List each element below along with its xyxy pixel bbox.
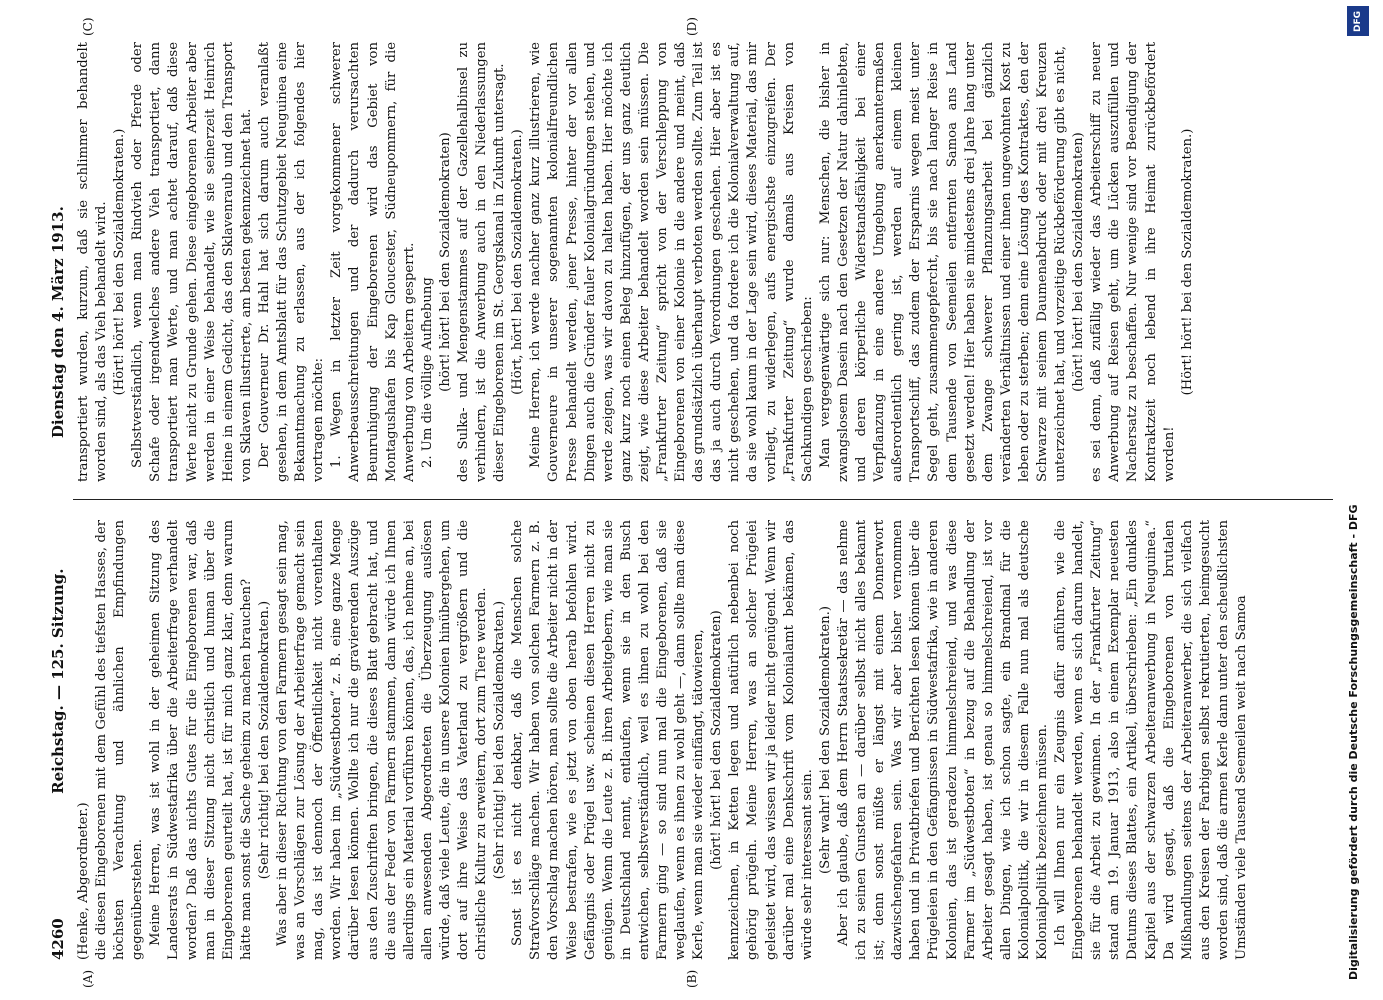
quoted-paragraph: 1. Wegen in letzter Zeit vorgekommener schwerer Anwerbeausschreitungen und der dadurch verursachten Beunruhigung der Eingeborenen wird das Gebiet von Montagushafen bis Kap Gloucester, Südneupommern, für die Anwerbung von Arbeitern gesperrt. — [329, 42, 417, 482]
left-column — [75, 520, 1325, 960]
paragraph: Sonst ist es nicht denkbar, daß die Menschen solche Strafvorschläge machen. Wir haben von solchen Farmern z. B. den Vorschlag machen hören, man sollte die Arbeiter nicht in der Weise bestrafen, wie es jetzt von oben herab befohlen wird. Gefängnis oder Prügel usw. scheinen diesen Herren nicht zu genügen. Wenn die Leute z. B. ihren Arbeitgebern, wie man sie in Deutschland nennt, entlaufen, wenn sie in den Busch entwichen, selbstverständlich, weil es ihnen zu wohl bei den Farmern ging — so sind nun mal die Eingeborenen, daß sie weglaufen, wenn es ihnen zu wohl geht —, dann sollte man diese Kerle, wenn man sie wieder einfängt, tätowieren, — [510, 520, 707, 960]
interjection: (Sehr wahr! bei den Sozialdemokraten.) — [817, 606, 833, 874]
interjection: (hört! hört! bei den Sozialdemokraten) — [709, 610, 725, 870]
paragraph: die diesen Eingeborenen mit dem Gefühl des tiefsten Hasses, der höchsten Verachtung und ähnlichen Empfindungen gegenüberstehen. — [94, 520, 146, 960]
paragraph: Ich will Ihnen nur ein Zeugnis dafür anführen, wie die Eingeborenen behandelt werden, wenn es sich darum handelt, sie für die Arbeit zu gewinnen. In der „Frankfurter Zeitung“ stand am 19. Januar 1913, also in einem Exemplar neuesten Datums dieses Blattes, ein Artikel, überschrieben: „Ein dunkles Kapitel aus der schwarzen Arbeiteranwerbung in Neuguinea.“ Da wird gesagt, daß die Eingeborenen von brutalen Mißhandlungen seitens der Arbeiteranwerber, die sich vielfach aus den Kreisen der Farbigen selbst rekrutierten, heimgesucht worden sind, daß die armen Kerle dann unter den scheußlichsten Umständen viele Tausend Seemeilen weit nach Samoa — [1053, 520, 1249, 960]
interjection: (Hört! hört! bei den Sozialdemokraten.) — [112, 128, 128, 396]
margin-mark-d: (D) — [685, 17, 699, 36]
session-date: Dienstag den 4. März 1913. — [49, 206, 67, 439]
margin-mark-b: (B) — [685, 969, 699, 988]
paragraph: Meine Herren, ich werde nachher ganz kurz illustrieren, wie Gouverneure in unserer sogenannten kolonialfreundlichen Presse behandelt werden, jener Presse, hinter der vor allen Dingen auch die Gründer fauler Kolonialgründungen stehen, und werde zeigen, was wir davon zu halten haben. Hier möchte ich ganz kurz noch einen Beleg hinzufügen, der uns ganz deutlich zeigt, wie diese Arbeiter behandelt worden sein müssen. Die „Frankfurter Zeitung“ spricht von der Verschleppung von Eingeborenen von einer Kolonie in die andere und meint, daß das grundsätzlich überhaupt verboten werden sollte. Zum Teil ist das ja auch durch Verordnungen geschehen. Hier aber ist es nicht geschehen, und da fordere ich die Kolonialverwaltung auf, da sie wohl kaum in der Lage sein wird, dieses Material, das mir vorliegt, zu widerlegen, aufs energischste einzugreifen. Der „Frankfurter Zeitung“ wurde damals aus Kreisen von Sachkundigen geschrieben: — [528, 42, 815, 482]
paragraph: Meine Herren, was ist wohl in der geheimen Sitzung des Landesrats in Südwestafrika über die Arbeiterfrage verhandelt worden? Daß das nichts Gutes für die Eingeborenen war, daß man in dieser Sitzung nicht christlich und human über die Eingeborenen geurteilt hat, ist für mich ganz klar, denn warum hätte man sonst die Sache geheim zu machen brauchen? — [148, 520, 254, 960]
paragraph: Aber ich glaube, daß dem Herrn Staatssekretär — das nehme ich zu seinen Gunsten an — darüber selbst nicht alles bekannt ist; denn sonst müßte er längst mit einem Donnerwort dazwischengefahren sein. Was wir aber bisher vernommen haben und in Privatbriefen und Berichten lesen können über die Prügeleien in den Gefängnissen in Südwestafrika, wie in anderen Kolonien, das ist geradezu himmelschreiend, und was diese Farmer im „Südwestboten“ in bezug auf die Behandlung der Arbeiter gesagt haben, ist genau so himmelschreiend, ist vor allen Dingen, wie ich schon sagte, ein Brandmal für die Kolonialpolitik, die wir in diesem Falle nun mal als deutsche Kolonialpolitik bezeichnen müssen. — [835, 520, 1050, 960]
paragraph: transportiert wurden, kurzum, daß sie schlimmer behandelt worden sind, als das Vieh behandelt wird. — [76, 42, 110, 482]
paragraph: Was aber in dieser Richtung von den Farmern gesagt sein mag, was an Vorschlägen zur Lösung der Arbeiterfrage gemacht sein mag, das ist dennoch der Öffentlichkeit nicht vorenthalten worden. Wir haben im „Südwestboten“ z. B. eine ganze Menge darüber lesen können. Wollte ich nur die gravierenden Auszüge aus den Zuschriften bringen, die dieses Blatt gebracht hat, und die aus der Feder von Farmern stammen, dann würde ich Ihnen allerdings ein Material vorführen können, das, ich nehme an, bei allen anwesenden Abgeordneten die Überzeugung auslösen würde, daß viele Leute, die in unsere Kolonien hinübergehen, um dort auf ihre Weise das Vaterland zu vergrößern und die christliche Kultur zu erweitern, dort zum Tiere werden. — [275, 520, 490, 960]
header-title — [49, 40, 67, 960]
interjection: (Hört, hört! bei den Sozialdemokraten.) — [510, 129, 526, 395]
paragraph: kennzeichnen, in Ketten legen und natürlich nebenbei noch gehörig prügeln. Meine Herren, was an solcher Prügelei geleistet wird, das wissen wir ja leider nicht genügend. Wenn wir darüber mal eine Denkschrift vom Kolonialamt bekämen, das würde sehr interessant sein. — [727, 520, 815, 960]
column-divider — [73, 499, 1333, 500]
digitization-footer — [1345, 0, 1379, 1000]
paragraph: Der Gouverneur Dr. Hahl hat sich darum auch veranlaßt gesehen, in dem Amtsblatt für das Schutzgebiet Neuguinea eine Bekanntmachung zu erlassen, aus der ich folgendes hier vortragen möchte: — [256, 42, 327, 482]
right-column — [75, 42, 1325, 482]
speaker-line: (Henke, Abgeordneter.) — [76, 802, 91, 960]
session-title: Reichstag. — 125. Sitzung. — [49, 568, 67, 794]
interjection: (Hört! hört! bei den Sozialdemokraten.) — [1179, 128, 1195, 396]
quoted-paragraph: 2. Um die völlige Aufhebung — [419, 277, 435, 468]
interjection: (Sehr richtig! bei den Sozialdemokraten.) — [492, 600, 508, 880]
rotated-page-content — [45, 17, 1355, 988]
margin-mark-c: (C) — [81, 17, 95, 36]
quoted-paragraph: Man vergegenwärtige sich nur: Menschen, die bisher in zwangslosem Dasein nach den Gesetzen der Natur dahinlebten, und deren körperliche Widerstandsfähigkeit bei einer Verpflanzung in eine andere Umgebung anerkanntermaßen außerordentlich gering ist, werden auf einem kleinen Transportschiff, das zudem der Ersparnis wegen meist unter Segel geht, zusammengepfercht, bis sie nach langer Reise in dem Tausende von Seemeilen entfernten Samoa ans Land gesetzt werden! Hier haben sie mindestens drei Jahre lang unter dem Zwange schwerer Pflanzungsarbeit bei gänzlich veränderten Verhältnissen und einer ihnen ungewohnten Kost zu leben oder zu sterben; denn eine Lösung des Kontraktes, den der Schwarze mit seinem Daumenabdruck oder mit drei Kreuzen unterzeichnet hat, und vorzeitige Rückbeförderung gibt es nicht, — [817, 42, 1069, 482]
interjection: (Sehr richtig! bei den Sozialdemokraten.) — [256, 600, 272, 880]
digitization-notice: Digitalisierung gefördert durch die Deutsche Forschungsgemeinschaft - DFG — [1347, 504, 1360, 980]
page-number: 4260 — [49, 918, 67, 960]
paragraph: Selbstverständlich, wenn man Rindvieh oder Pferde oder Schafe oder irgendwelches andere Vieh transportiert, dann transportiert man Werte, und man achtet darauf, daß diese Werte nicht zu Grunde gehen. Diese eingeborenen Arbeiter aber werden in einer Weise behandelt, wie sie seinerzeit Heinrich Heine in einem Gedicht, das den Sklavenraub und den Transport von Sklaven illustrierte, am besten gekennzeichnet hat. — [130, 42, 254, 482]
page-header — [45, 40, 73, 960]
quoted-paragraph: es sei denn, daß zufällig wieder das Arbeiterschiff zu neuer Anwerbung auf Reisen geht, um die Lücken auszufüllen und Nachersatz zu beschaffen. Nur wenige sind vor Beendigung der Kontraktzeit noch lebend in ihre Heimat zurückbefördert worden! — [1089, 42, 1177, 482]
interjection: (hört! hört! bei den Sozialdemokraten) — [437, 132, 453, 392]
margin-mark-a: (A) — [81, 969, 95, 988]
interjection: (hört! hört! bei den Sozialdemokraten) — [1071, 132, 1087, 392]
quoted-paragraph: des Sulka- und Mengenstammes auf der Gazellehalbinsel zu verhindern, ist die Anwerbung auch in den Niederlassungen dieser Eingeborenen im St. Georgskanal in Zukunft untersagt. — [455, 42, 508, 482]
dfg-logo: DFG — [1347, 6, 1369, 36]
